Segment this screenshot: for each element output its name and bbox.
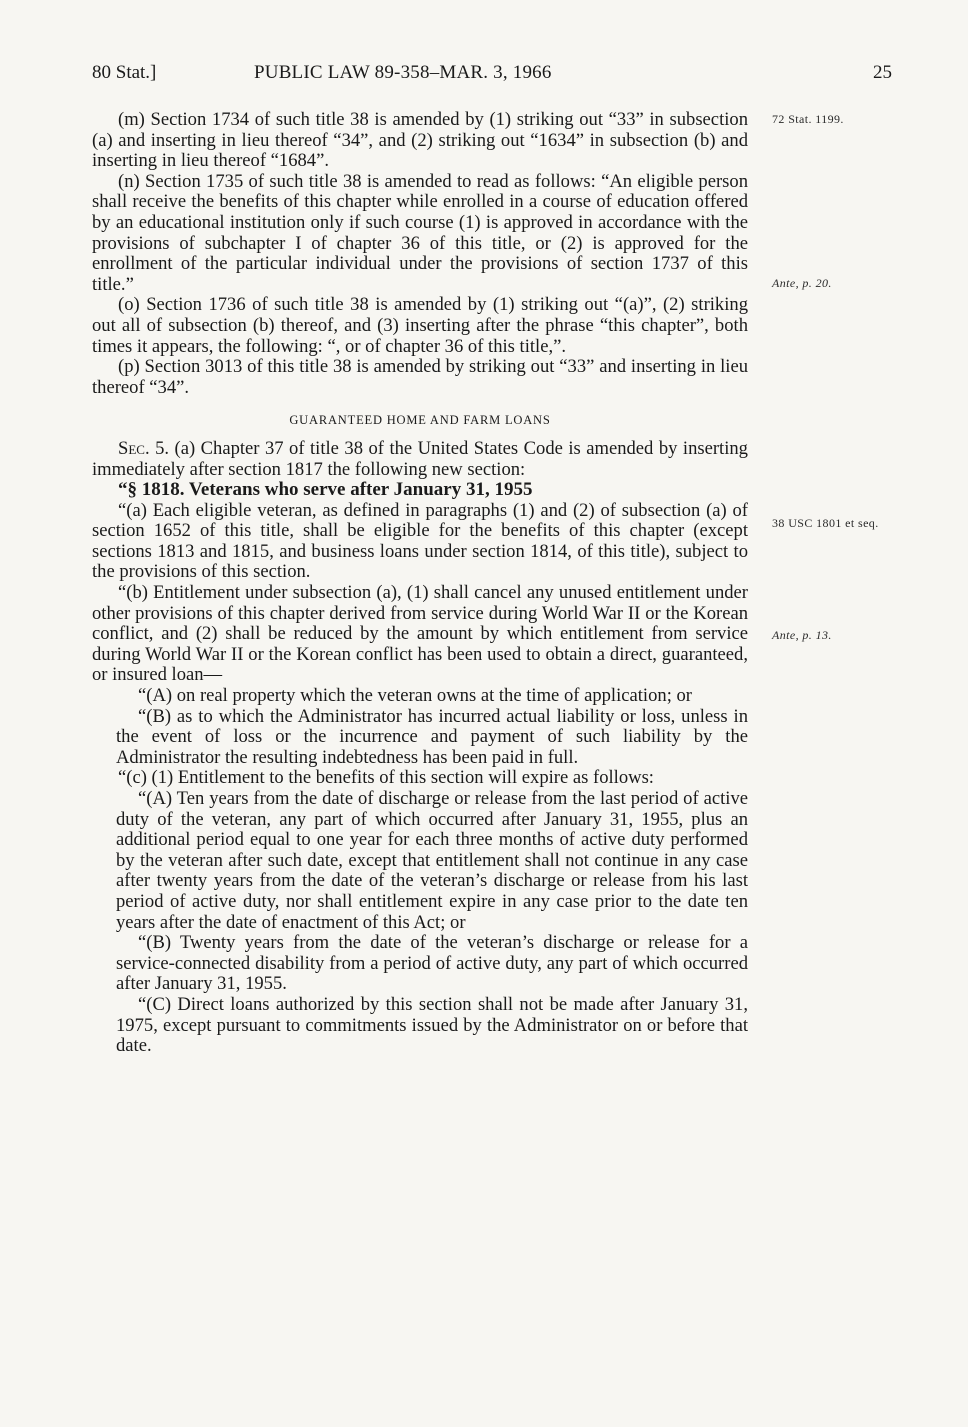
paragraph-section-5 [92,439,748,480]
paragraph-p: (p) Section 3013 of this title 38 is amended by striking out “33” and inserting in lieu thereof “34”. [92,356,748,398]
document-body [92,110,748,1057]
section-5-label: Sec. 5. [118,437,170,459]
paragraph-1818-b: “(b) Entitlement under subsection (a), (1) shall cancel any unused entitlement under other provisions of this chapter derived from service during World War II or the Korean conflict, and (2) shall be reduced by the amount by which entitlement from service during World War II or the Korean conflict has been used to obtain a direct, guaranteed, or insured loan— [92,582,748,686]
paragraph-n: (n) Section 1735 of such title 38 is amended to read as follows: “An eligible person shall receive the benefits of this chapter while enrolled in a course of education offered by an educational institution only if such course (1) is approved in accordance with the provisions of subchapter I of chapter 36 of this title, or (2) is approved for the enrollment of the particular individual under the provisions of section 1737 of this title.” [92,170,748,295]
paragraph-1818-c-A: “(A) Ten years from the date of discharge or release from the last period of active duty of the veteran, any part of which occurred after January 31, 1955, plus an additional period equal to one year for each three months of active duty performed by the veteran after such date, except that entitlement shall not continue in any case after twenty years from the date of the veteran’s discharge or release from his last period of active duty, nor shall entitlement expire in any case prior to the date ten years after the date of enactment of this Act; or [116,788,748,933]
margin-note-m: 72 Stat. 1199. [772,112,844,126]
margin-note-sec5: 38 USC 1801 et seq. [772,516,879,530]
page-number: 25 [873,62,892,83]
paragraph-1818-b-B: “(B) as to which the Administrator has incurred actual liability or loss, unless in the event of loss or the incurrence and payment of such liability by the Administrator the resulting indebtedness has been paid in full. [116,705,748,768]
paragraph-1818-c-B: “(B) Twenty years from the date of the veteran’s discharge or release for a service-connected disability from a period of active duty, any part of which occurred after January 31, 1955. [116,932,748,995]
paragraph-o: (o) Section 1736 of such title 38 is amended by (1) striking out “(a)”, (2) striking out all of subsection (b) thereof, and (3) inserting after the phrase “this chapter”, both times it appears, the following: “, or of chapter 36 of this title,”. [92,294,748,357]
paragraph-1818-c-C: “(C) Direct loans authorized by this section shall not be made after January 31, 1975, except pursuant to commitments issued by the Administrator on or before that date. [116,993,748,1057]
section-5-text: (a) Chapter 37 of title 38 of the United States Code is amended by inserting immediately after section 1817 the following new section: [92,437,748,480]
paragraph-1818-c: “(c) (1) Entitlement to the benefits of this section will expire as follows: [118,767,654,789]
margin-note-1818: Ante, p. 13. [772,628,832,642]
page-header [92,62,892,90]
paragraph-1818-b-A: “(A) on real property which the veteran owns at the time of application; or [138,685,692,707]
section-1818-heading: “§ 1818. Veterans who serve after January 31, 1955 [118,479,533,501]
header-stat-ref: 80 Stat.] [92,62,157,83]
paragraph-1818-a: “(a) Each eligible veteran, as defined in paragraphs (1) and (2) of subsection (a) of section 1652 of this title, shall be eligible for the benefits of this chapter (except sections 1813 and 1815, and business loans under section 1814, of this title), subject to the provisions of this section. [92,499,748,583]
header-title: PUBLIC LAW 89-358–MAR. 3, 1966 [254,62,552,83]
subheading-guaranteed-loans: GUARANTEED HOME AND FARM LOANS [289,413,551,428]
margin-note-n: Ante, p. 20. [772,276,832,290]
paragraph-m: (m) Section 1734 of such title 38 is amended by (1) striking out “33” in subsection (a) and inserting in lieu thereof “34”, and (2) striking out “1634” in subsection (b) and inserting in lieu thereof “1684”. [92,109,748,172]
